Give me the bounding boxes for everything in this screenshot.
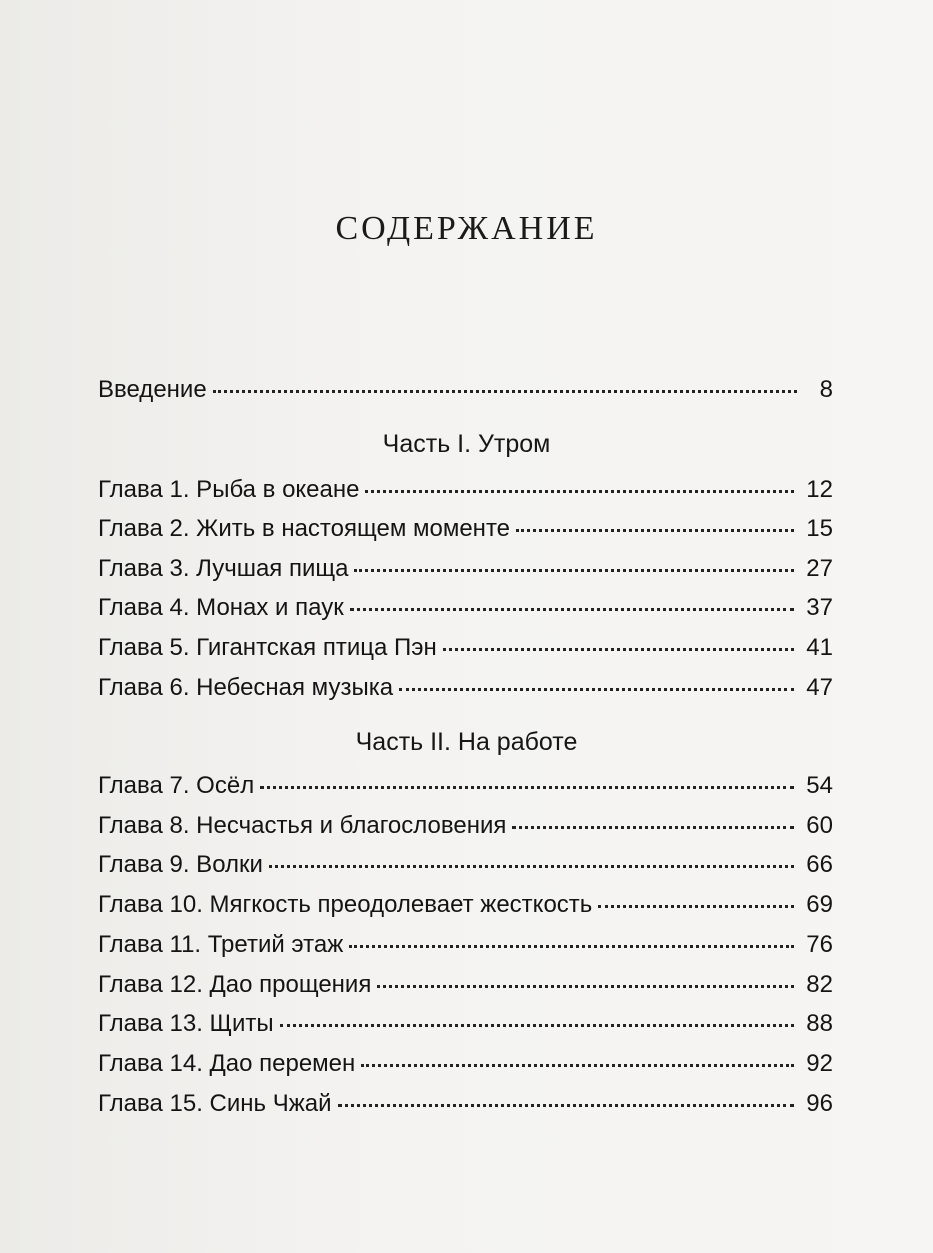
toc-entry-label: Глава 14. Дао перемен <box>98 1050 356 1077</box>
toc-entry <box>98 851 833 885</box>
toc-entry <box>98 772 833 806</box>
dot-leader <box>598 905 794 908</box>
dot-leader <box>361 1064 794 1067</box>
toc-entry-label: Глава 3. Лучшая пища <box>98 555 349 582</box>
dot-leader <box>443 648 795 651</box>
dot-leader <box>349 945 794 948</box>
toc-entry <box>98 555 833 589</box>
toc-entry-page: 54 <box>806 772 833 799</box>
toc-entry-label: Глава 7. Осёл <box>98 772 255 799</box>
toc-entry-label: Глава 13. Щиты <box>98 1010 274 1037</box>
page-title: СОДЕРЖАНИЕ <box>335 210 598 247</box>
toc-entry-page: 96 <box>806 1090 833 1117</box>
toc-entry-label: Глава 8. Несчастья и благословения <box>98 812 507 839</box>
dot-leader <box>350 608 795 611</box>
toc-entry <box>98 476 833 510</box>
part-title-2: Часть II. На работе <box>355 728 578 756</box>
part-title-1: Часть I. Утром <box>382 430 551 458</box>
toc-entry <box>98 1090 833 1124</box>
dot-leader <box>213 390 797 393</box>
toc-entry-label: Глава 15. Синь Чжай <box>98 1090 332 1117</box>
toc-entry <box>98 971 833 1005</box>
dot-leader <box>280 1024 795 1027</box>
toc-entry <box>98 1010 833 1044</box>
toc-entry-label: Глава 12. Дао прощения <box>98 971 372 998</box>
toc-entry-label: Глава 1. Рыба в океане <box>98 476 360 503</box>
dot-leader <box>260 786 794 789</box>
dot-leader <box>377 985 794 988</box>
toc-entry-label: Глава 9. Волки <box>98 851 263 878</box>
toc-entry-label: Глава 4. Монах и паук <box>98 594 344 621</box>
toc-entry-intro <box>98 376 833 410</box>
toc-entry-page: 37 <box>806 594 833 621</box>
toc-entry-page: 69 <box>806 891 833 918</box>
toc-entry-page: 92 <box>806 1050 833 1077</box>
toc-entry-label: Глава 5. Гигантская птица Пэн <box>98 634 437 661</box>
toc-entry-page: 76 <box>806 931 833 958</box>
dot-leader <box>365 490 794 493</box>
dot-leader <box>354 569 794 572</box>
dot-leader <box>512 826 794 829</box>
toc-entry-page: 66 <box>806 851 833 878</box>
toc-entry-label: Глава 11. Третий этаж <box>98 931 344 958</box>
toc-entry <box>98 594 833 628</box>
toc-entry-page: 27 <box>806 555 833 582</box>
toc-entry-label: Глава 6. Небесная музыка <box>98 674 394 701</box>
toc-entry <box>98 674 833 708</box>
toc-entry-page: 60 <box>806 812 833 839</box>
toc-entry-page: 15 <box>806 515 833 542</box>
dot-leader <box>516 529 794 532</box>
dot-leader <box>269 865 794 868</box>
toc-entry-label: Глава 10. Мягкость преодолевает жесткость <box>98 891 593 918</box>
toc-entry-page: 47 <box>806 674 833 701</box>
toc-entry <box>98 812 833 846</box>
toc-entry-label: Введение <box>98 376 207 403</box>
toc-entry-page: 41 <box>806 634 833 661</box>
dot-leader <box>399 688 794 691</box>
toc-entry-page: 8 <box>819 376 833 403</box>
toc-entry <box>98 931 833 965</box>
toc-entry-page: 12 <box>806 476 833 503</box>
toc-entry <box>98 634 833 668</box>
toc-entry-page: 82 <box>806 971 833 998</box>
toc-entry-page: 88 <box>806 1010 833 1037</box>
toc-entry <box>98 891 833 925</box>
toc-entry-label: Глава 2. Жить в настоящем моменте <box>98 515 511 542</box>
toc-entry <box>98 1050 833 1084</box>
dot-leader <box>338 1104 795 1107</box>
toc-entry <box>98 515 833 549</box>
